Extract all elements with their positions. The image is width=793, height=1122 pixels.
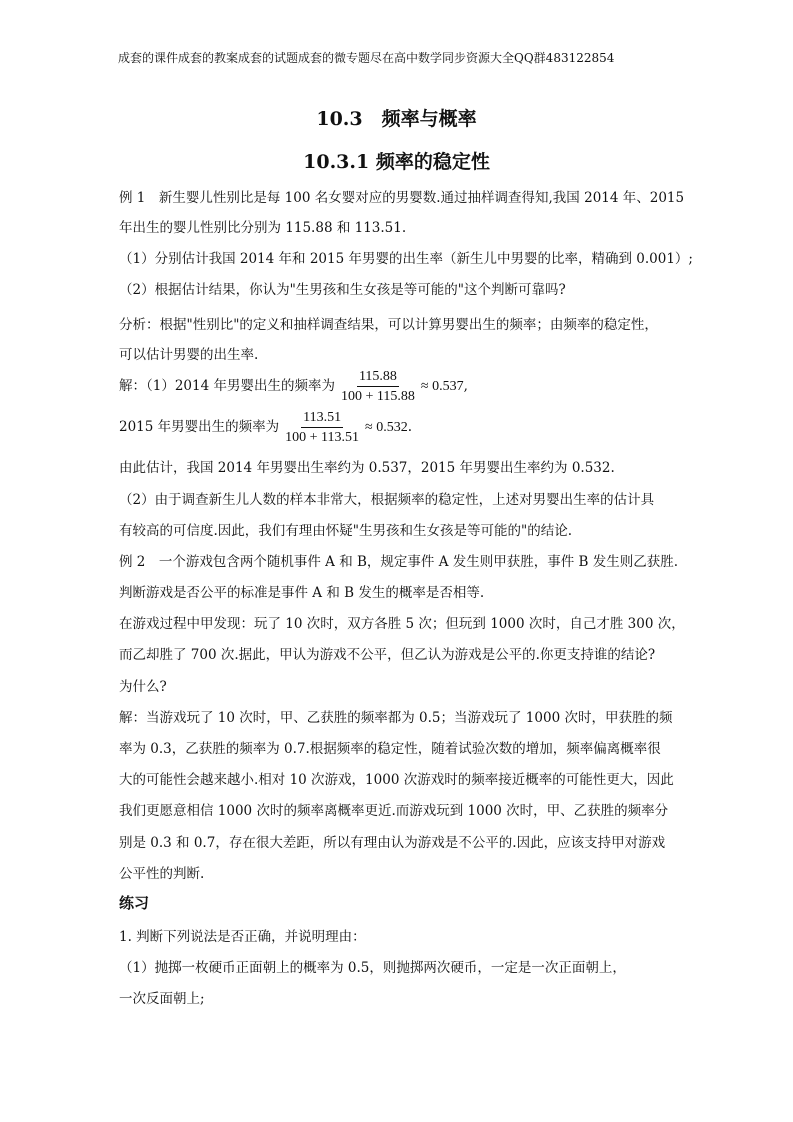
exercise-question1-item1-line1: （1）抛掷一枚硬币正面朝上的概率为 0.5，则抛掷两次硬币，一定是一次正面朝上，	[119, 960, 626, 976]
example1-solution-line5: 有较高的可信度.因此，我们有理由怀疑"生男孩和生女孩是等可能的"的结论.	[119, 523, 573, 539]
example1-analysis-line2: 可以估计男婴的出生率.	[119, 347, 259, 363]
solution2-prefix: 2015 年男婴出生的频率为	[119, 419, 280, 435]
section-subtitle: 10.3.1 频率的稳定性	[303, 151, 490, 173]
example2-solution-line4: 我们更愿意相信 1000 次时的频率离概率更近.而游戏玩到 1000 次时，甲、乙获胜的频率分	[119, 803, 669, 819]
exercise-heading: 练习	[119, 894, 150, 912]
solution1-prefix: 解：（1）2014 年男婴出生的频率为	[119, 378, 335, 394]
exercise-question1: 1. 判断下列说法是否正确，并说明理由：	[119, 929, 366, 945]
example2-line4: 而乙却胜了 700 次.据此，甲认为游戏不公平，但乙认为游戏是公平的.你更支持谁的结论?	[119, 647, 656, 663]
example2-solution-line3: 大的可能性会越来越小.相对 10 次游戏，1000 次游戏时的频率接近概率的可能性更大，因此	[119, 772, 674, 788]
example2-solution-line1: 解：当游戏玩了 10 次时，甲、乙获胜的频率都为 0.5；当游戏玩了 1000 次时，甲获胜的频	[119, 710, 673, 726]
example1-solution-line2	[119, 409, 412, 446]
fraction-2015-denominator: 100 + 113.51	[285, 430, 360, 445]
fraction-2014-result: ≈ 0.537	[420, 379, 464, 394]
example2-line1: 例 2 一个游戏包含两个随机事件 A 和 B，规定事件 A 发生则甲获胜，事件 B 发生则乙获胜.	[119, 554, 679, 570]
example1-analysis-line1: 分析：根据"性别比"的定义和抽样调查结果，可以计算男婴出生的频率；由频率的稳定性，	[119, 317, 658, 333]
page-header: 成套的课件成套的教案成套的试题成套的微专题尽在高中数学同步资源大全QQ群483122854	[118, 51, 615, 65]
section-title: 10.3 频率与概率	[316, 108, 477, 130]
fraction-2015-numerator: 113.51	[301, 409, 343, 428]
example1-question2: （2）根据估计结果，你认为"生男孩和生女孩是等可能的"这个判断可靠吗?	[119, 282, 566, 298]
fraction-2015	[283, 409, 361, 446]
example2-solution-line5: 别是 0.3 和 0.7，存在很大差距，所以有理由认为游戏是不公平的.因此，应该支持甲对游戏	[119, 835, 666, 851]
example1-question1: （1）分别估计我国 2014 年和 2015 年男婴的出生率（新生儿中男婴的比率，精确到 0.001）;	[119, 251, 693, 267]
exercise-question1-item1-line2: 一次反面朝上;	[119, 991, 205, 1007]
fraction-2015-result: ≈ 0.532	[365, 420, 408, 435]
fraction-2014-denominator: 100 + 115.88	[341, 389, 415, 404]
example2-line5: 为什么?	[119, 679, 167, 695]
example1-line2: 年出生的婴儿性别比分别为 115.88 和 113.51.	[119, 220, 407, 236]
example2-solution-line2: 率为 0.3，乙获胜的频率为 0.7.根据频率的稳定性，随着试验次数的增加，频率偏离概率很	[119, 741, 661, 757]
example1-solution-line3: 由此估计，我国 2014 年男婴出生率约为 0.537，2015 年男婴出生率约为 0.532.	[119, 460, 615, 476]
example2-solution-line6: 公平性的判断.	[119, 866, 205, 882]
example1-solution-line1	[119, 368, 468, 405]
example1-solution-line4: （2）由于调查新生儿人数的样本非常大，根据频率的稳定性，上述对男婴出生率的估计具	[119, 492, 655, 508]
fraction-2015-suffix: .	[407, 419, 413, 435]
fraction-2014-numerator: 115.88	[357, 368, 399, 387]
example1-line1: 例 1 新生婴儿性别比是每 100 名女婴对应的男婴数.通过抽样调查得知,我国 2014 年、2015	[119, 190, 685, 206]
example2-line2: 判断游戏是否公平的标准是事件 A 和 B 发生的概率是否相等.	[119, 585, 485, 601]
fraction-2014	[339, 368, 417, 405]
example2-line3: 在游戏过程中甲发现：玩了 10 次时，双方各胜 5 次；但玩到 1000 次时，自己才胜 300 次，	[119, 616, 685, 632]
fraction-2014-suffix: ,	[463, 378, 468, 394]
